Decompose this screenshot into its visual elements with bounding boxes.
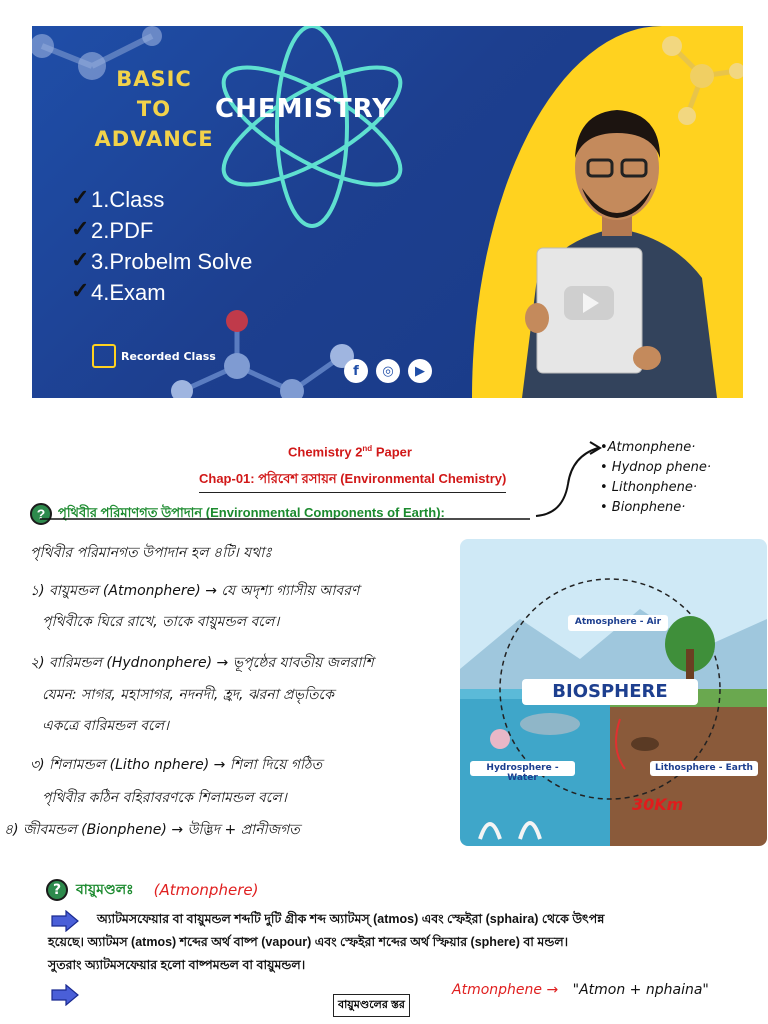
biosphere-illustration [460,539,767,846]
lithosphere-label: Lithosphere - Earth [655,763,753,773]
section-title: পৃথিবীর পরিমাণগত উপাদান (Environmental Components of Earth): [58,504,445,520]
title-line-advance: ADVANCE [94,127,214,151]
youtube-icon[interactable]: ▶ [408,359,432,383]
facebook-icon[interactable]: f [344,359,368,383]
paper-title-text: Chemistry 2 [288,444,363,460]
formula-left: Atmonphene → [452,982,559,998]
note-line: যেমন: সাগর, মহাসাগর, নদনদী, হ্রদ, ঝরনা প্রভৃতিকে [42,687,334,703]
biosphere-label: BIOSPHERE [552,681,668,702]
title-line-to: TO [136,97,172,121]
course-banner [32,26,743,398]
brace-arrow-icon [528,436,608,522]
check-icon: ✓ [71,185,90,210]
sphere-list-item: • Bionphene· [600,500,686,515]
note-line: ৩) শিলামন্ডল (Litho nphere) → শিলা দিয়ে গঠিত [30,757,322,773]
paper-title [288,444,412,459]
layers-box: বায়ুমণ্ডলের স্তর [333,994,410,1017]
sphere-list [600,438,711,518]
check-icon: ✓ [71,247,90,272]
presenter-photo [502,88,732,398]
feature-label: 3.Probelm Solve [91,249,253,274]
atmosphere-label: Atmosphere - Air [574,617,662,627]
atmosphere-etymology [452,982,709,998]
hydrosphere-label: Hydrosphere - Water [486,763,559,783]
paragraph-line: সুতরাং অ্যাটমসফেয়ার হলো বাষ্পমন্ডল বা বায়ুমন্ডল। [48,958,306,972]
feature-label: 4.Exam [91,280,166,305]
arrow-right-icon [50,984,80,1006]
sphere-list-item: • Hydnop phene· [600,460,711,475]
atmosphere-paragraph [48,908,763,977]
underline-decoration [40,516,540,526]
note-line: পৃথিবীকে ঘিরে রাখে, তাকে বায়ুমন্ডল বলে। [42,614,280,630]
depth-annotation: 30Km [632,795,684,814]
note-line: ২) বারিমন্ডল (Hydnonphere) → ভূপৃষ্ঠের যাবতীয় জলরাশি [30,655,374,671]
feature-item [71,215,252,246]
recorded-class-label: Recorded Class [121,349,216,363]
paper-title-tail: Paper [372,444,412,460]
feature-item [71,277,252,308]
formula-right: "Atmon + nphaina" [572,982,709,998]
paragraph-line: অ্যাটমসফেয়ার বা বায়ুমন্ডল শব্দটি দুটি গ্রীক শব্দ অ্যাটমস্ (atmos) এবং স্ফেইরা (sphaira) থেকে উৎপন্ন [97,912,605,926]
chapter-title: Chap-01: পরিবেশ রসায়ন (Environmental Chemistry) [199,470,506,493]
recorded-class-badge [92,344,216,368]
paragraph-line: হয়েছে। অ্যাটমস (atmos) শব্দের অর্থ বাষ্প (vapour) এবং স্ফেইরা শব্দের অর্থ স্ফিয়ার (sphere) বা মন্ডল। [48,935,569,949]
check-icon: ✓ [71,216,90,241]
note-line: পৃথিবীর পরিমানগত উপাদান হল ৪টি। যথাঃ [30,545,272,561]
title-line-basic: BASIC [116,67,192,91]
note-line: একত্রে বারিমন্ডল বলে। [42,718,170,734]
sphere-list-item: •Atmonphene· [600,440,696,455]
note-line: ১) বায়ুমন্ডল (Atmonphere) → যে অদৃশ্য গ্যাসীয় আবরণ [30,583,360,599]
social-links [344,359,432,383]
section-heading-atmosphere [46,878,258,902]
banner-basic-title [94,64,214,154]
check-icon: ✓ [71,278,90,303]
course-features-list [71,184,253,308]
feature-label: 1.Class [91,187,165,212]
banner-subject: CHEMISTRY [215,94,393,124]
calendar-clock-icon [92,344,116,368]
instagram-icon[interactable]: ◎ [376,359,400,383]
sphere-list-item: • Lithonphene· [600,480,698,495]
question-icon: ? [46,879,68,901]
note-line: ৪) জীবমন্ডল (Bionphene) → উদ্ভিদ + প্রানীজগত [4,822,300,838]
feature-item [71,184,252,215]
paper-title-sup: nd [362,444,373,453]
question-icon: ? [30,503,52,525]
feature-label: 2.PDF [91,218,154,243]
feature-item [71,246,253,277]
atmosphere-title: বায়ুমণ্ডলঃ [76,882,134,898]
atmosphere-handwritten: (Atmonphere) [153,881,259,899]
note-line: পৃথিবীর কঠিন বহিরাবরণকে শিলামন্ডল বলে। [42,790,287,806]
